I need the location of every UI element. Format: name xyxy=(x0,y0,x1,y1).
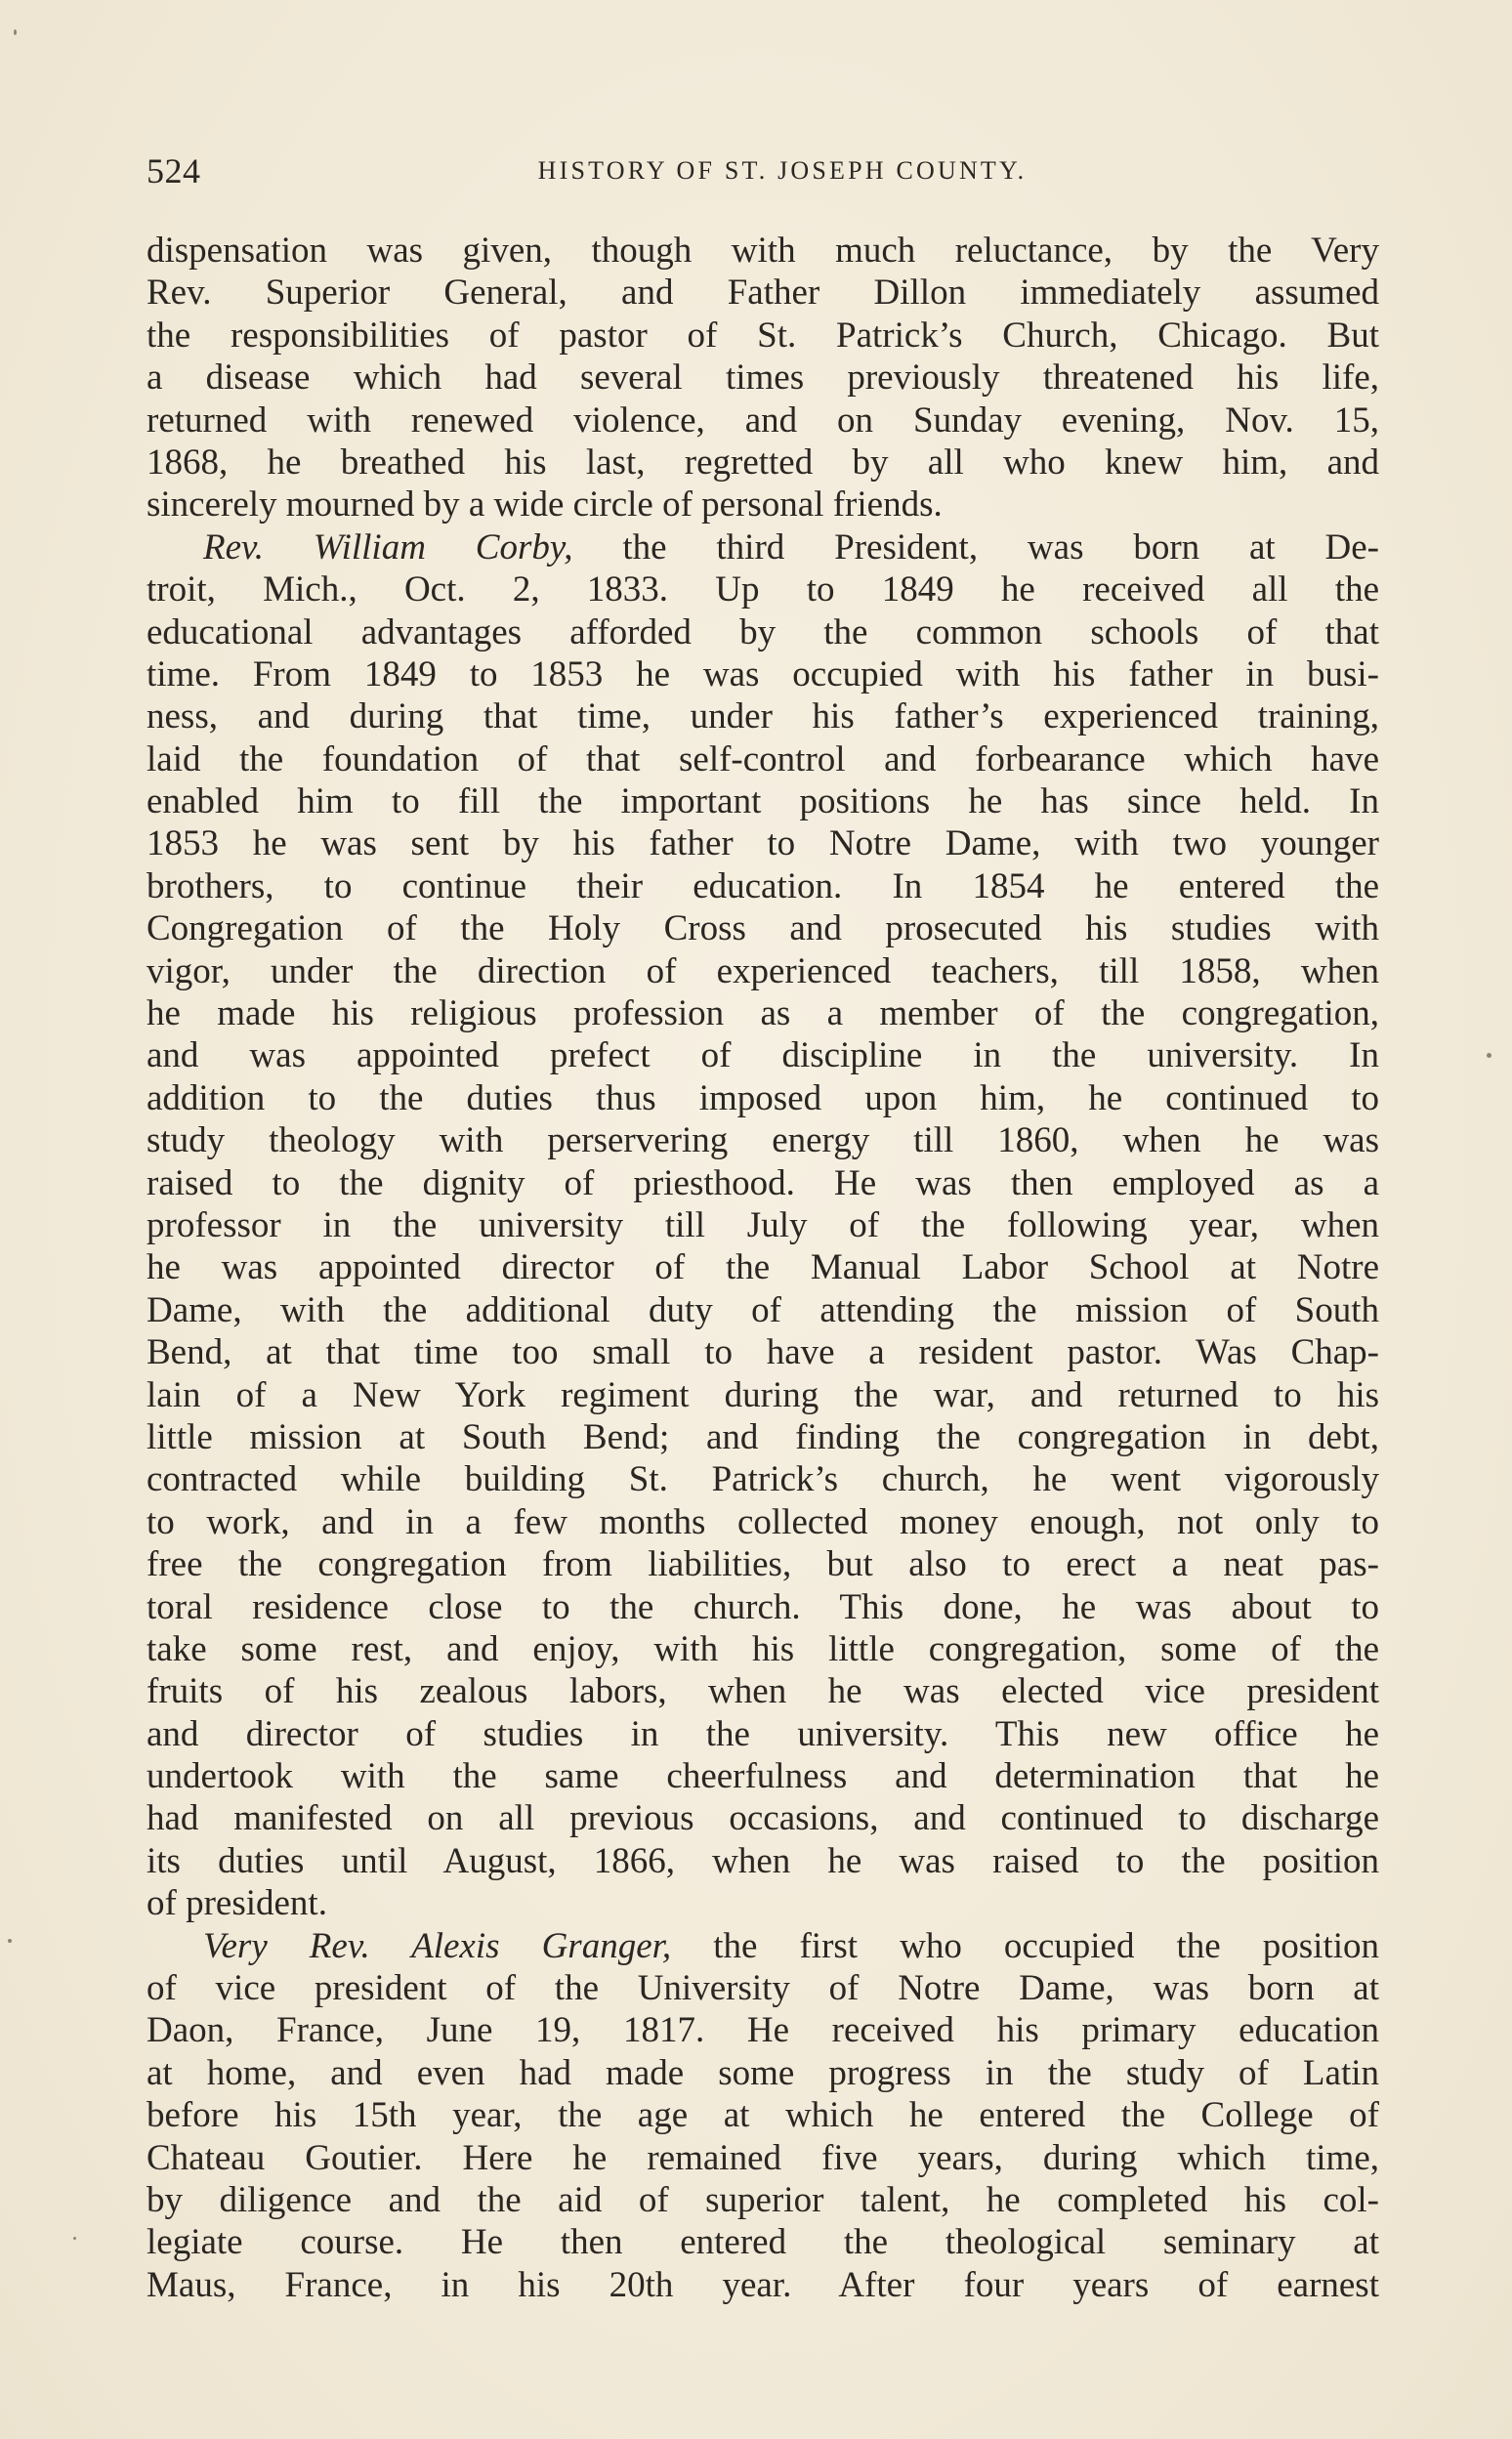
text-line: 1853 he was sent by his father to Notre Dame, with two younger xyxy=(147,823,1379,864)
text-line: legiate course. He then entered the theological seminary at xyxy=(147,2222,1379,2263)
text-line: Maus, France, in his 20th year. After four years of earnest xyxy=(147,2264,1379,2305)
text-line: Dame, with the additional duty of attending the mission of South xyxy=(147,1289,1379,1330)
text-line: 1868, he breathed his last, regretted by all who knew him, and xyxy=(147,442,1379,483)
text-line: vigor, under the direction of experienced teachers, till 1858, when xyxy=(147,950,1379,991)
text-line: a disease which had several times previously threatened his life, xyxy=(147,357,1379,399)
paper-speck xyxy=(73,2237,76,2240)
text-line: and was appointed prefect of discipline in the university. In xyxy=(147,1035,1379,1076)
text-line: of vice president of the University of Notre Dame, was born at xyxy=(147,1968,1379,2009)
text-line: addition to the duties thus imposed upon him, he continued to xyxy=(147,1077,1379,1118)
text-line: and director of studies in the university. This new office he xyxy=(147,1713,1379,1754)
text-line: its duties until August, 1866, when he was raised to the position xyxy=(147,1840,1379,1881)
text-line: raised to the dignity of priesthood. He was then employed as a xyxy=(147,1162,1379,1203)
text-line: lain of a New York regiment during the war, and returned to his xyxy=(147,1374,1379,1415)
page-header xyxy=(147,147,1379,195)
paper-speck xyxy=(14,29,17,35)
italic-name-corby: Rev. William Corby, xyxy=(203,526,573,568)
text-line: enabled him to fill the important positions he has since held. In xyxy=(147,781,1379,822)
text-line: time. From 1849 to 1853 he was occupied with his father in busi- xyxy=(147,653,1379,694)
text-line: Rev. Superior General, and Father Dillon immediately assumed xyxy=(147,273,1379,314)
text-line: by diligence and the aid of superior talent, he completed his col- xyxy=(147,2179,1379,2220)
text-line: little mission at South Bend; and finding the congregation in debt, xyxy=(147,1416,1379,1457)
body-text xyxy=(147,230,1379,2306)
text-line: sincerely mourned by a wide circle of personal friends. xyxy=(147,484,943,526)
paper-speck xyxy=(1487,1053,1491,1058)
text-line: fruits of his zealous labors, when he was elected vice president xyxy=(147,1671,1379,1712)
italic-name-granger: Very Rev. Alexis Granger, xyxy=(203,1925,672,1966)
text-line: ness, and during that time, under his father’s experienced training, xyxy=(147,696,1379,737)
text-line: free the congregation from liabilities, but also to erect a neat pas- xyxy=(147,1544,1379,1585)
page-number: 524 xyxy=(147,151,201,190)
text-line: he was appointed director of the Manual Labor School at Notre xyxy=(147,1247,1379,1288)
text-line: contracted while building St. Patrick’s church, he went vigorously xyxy=(147,1459,1379,1500)
text-line: laid the foundation of that self-control and forbearance which have xyxy=(147,738,1379,779)
text-line: brothers, to continue their education. In 1854 he entered the xyxy=(147,865,1379,906)
text-line: Bend, at that time too small to have a resident pastor. Was Chap- xyxy=(147,1332,1379,1373)
text-line: Daon, France, June 19, 1817. He received his primary education xyxy=(147,2010,1379,2051)
text-line: before his 15th year, the age at which he entered the College of xyxy=(147,2095,1379,2136)
text-line: dispensation was given, though with much reluctance, by the Very xyxy=(147,231,1379,271)
text-line: educational advantages afforded by the common schools of that xyxy=(147,611,1379,652)
text-line: returned with renewed violence, and on Sunday evening, Nov. 15, xyxy=(147,399,1379,441)
paragraph-corby-start xyxy=(147,526,1379,568)
text-line: Chateau Goutier. Here he remained five years, during which time, xyxy=(147,2137,1379,2178)
text-line: Congregation of the Holy Cross and prosecuted his studies with xyxy=(147,908,1379,949)
text-line: to work, and in a few months collected money enough, not only to xyxy=(147,1501,1379,1542)
text-line: take some rest, and enjoy, with his little congregation, some of the xyxy=(147,1628,1379,1669)
text-line: the responsibilities of pastor of St. Patrick’s Church, Chicago. But xyxy=(147,315,1379,356)
paper-speck xyxy=(8,1939,12,1943)
paragraph-granger-start xyxy=(147,1925,1379,1967)
text-fragment: the first who occupied the position xyxy=(713,1925,1379,1966)
running-head: HISTORY OF ST. JOSEPH COUNTY. xyxy=(537,156,1028,185)
text-line: had manifested on all previous occasions, and continued to discharge xyxy=(147,1798,1379,1839)
text-line: toral residence close to the church. This done, he was about to xyxy=(147,1586,1379,1627)
text-fragment: the third President, was born at De- xyxy=(622,526,1379,568)
text-line: troit, Mich., Oct. 2, 1833. Up to 1849 he received all the xyxy=(147,569,1379,610)
text-line: of president. xyxy=(147,1883,327,1924)
text-line: undertook with the same cheerfulness and determination that he xyxy=(147,1756,1379,1797)
text-line: professor in the university till July of the following year, when xyxy=(147,1204,1379,1245)
text-line: study theology with perservering energy till 1860, when he was xyxy=(147,1120,1379,1161)
text-line: at home, and even had made some progress in the study of Latin xyxy=(147,2052,1379,2093)
text-line: he made his religious profession as a member of the congregation, xyxy=(147,993,1379,1034)
